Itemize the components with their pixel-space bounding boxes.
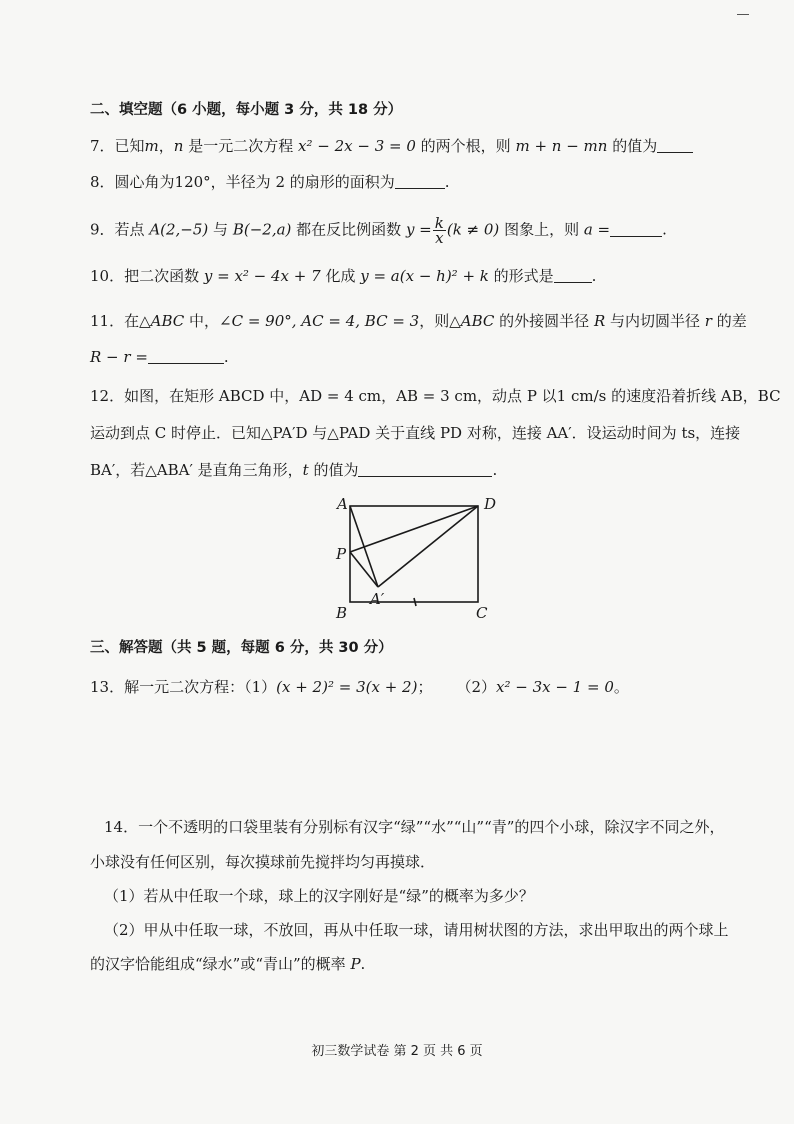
question-14-part-2: （2）甲从中任取一球，不放回，再从中任取一球，请用树状图的方法，求出甲取出的两个球上 <box>104 921 729 939</box>
q7-n: n <box>173 137 184 155</box>
q7-text-2: 的两个根，则 <box>415 137 516 155</box>
q7-sep: ， <box>158 137 174 155</box>
q11-big-r: R <box>593 312 606 330</box>
label-p: P <box>336 545 347 563</box>
q8-answer-blank[interactable] <box>395 174 445 189</box>
rectangle-abcd <box>350 506 478 602</box>
q11-text-2: 中， <box>184 312 220 330</box>
q11-end: . <box>223 348 229 366</box>
segment-pd <box>350 506 478 552</box>
q10-function-1: y = x² − 4x + 7 <box>203 267 321 285</box>
segment-pa-prime <box>350 552 378 587</box>
q9-frac-num: k <box>434 214 444 232</box>
q9-fraction <box>433 216 446 245</box>
segment-a-prime-d <box>378 506 478 587</box>
question-14-part-1: （1）若从中任取一个球，球上的汉字刚好是“绿”的概率为多少？ <box>104 887 534 905</box>
q7-m: m <box>144 137 159 155</box>
q8-text: 8．圆心角为120°，半径为 2 的扇形的面积为 <box>90 173 395 191</box>
q9-point-b: B(−2,a) <box>232 220 292 239</box>
q10-answer-blank[interactable] <box>554 268 592 283</box>
q11-abc-1: ABC <box>150 312 185 330</box>
q11-text-1: 11．在△ <box>90 312 151 330</box>
q8-end: . <box>444 173 450 191</box>
q12-t: t <box>302 461 309 479</box>
q11-condition: ∠C = 90°, AC = 4, BC = 3 <box>219 312 420 330</box>
section-3-title: 三、解答题（共 5 题，每题 6 分，共 30 分） <box>90 640 393 656</box>
question-11-line-1 <box>90 311 747 331</box>
q11-abc-2: ABC <box>460 312 495 330</box>
question-10 <box>90 266 596 286</box>
q7-text-1: 是一元二次方程 <box>183 137 299 155</box>
question-12-line-2: 运动到点 C 时停止．已知△PA′D 与△PAD 关于直线 PD 对称，连接 AA′．设运动时间为 ts，连接 <box>90 424 741 442</box>
page-footer: 初三数学试卷 第 2 页 共 6 页 <box>311 1044 483 1059</box>
label-c: C <box>476 604 488 622</box>
label-a: A <box>337 495 348 513</box>
q7-text-3: 的值为 <box>607 137 658 155</box>
question-8 <box>90 172 450 192</box>
question-14-line-5 <box>90 954 365 974</box>
q9-y: y = <box>405 220 432 239</box>
segment-aa-prime <box>350 506 378 587</box>
q11-text-5: 与内切圆半径 <box>605 312 705 330</box>
question-12-line-3 <box>90 460 497 480</box>
q13-equation-2: x² − 3x − 1 = 0 <box>496 678 614 696</box>
q11-text-3: ，则△ <box>419 312 461 330</box>
q11-difference: R − r = <box>90 348 148 366</box>
q9-text-4: 图象上，则 <box>499 220 584 239</box>
q11-text-4: 的外接圆半径 <box>494 312 594 330</box>
tick-mark <box>414 598 416 606</box>
q7-lead: 7．已知 <box>90 137 145 155</box>
question-7 <box>90 136 693 156</box>
q9-frac-den: x <box>435 229 444 247</box>
q7-answer-blank[interactable] <box>657 138 693 153</box>
q7-equation: x² − 2x − 3 = 0 <box>298 137 416 155</box>
q12-text-3b: 的值为 <box>308 461 359 479</box>
q9-text-3: 都在反比例函数 <box>291 220 406 239</box>
q12-answer-blank[interactable] <box>358 462 492 477</box>
question-12-line-1: 12．如图，在矩形 ABCD 中，AD = 4 cm，AB = 3 cm，动点 P 以1 cm/s 的速度沿着折线 AB，BC <box>90 387 781 405</box>
q10-function-2: y = a(x − h)² + k <box>360 267 489 285</box>
q9-point-a: A(2,−5) <box>149 220 209 239</box>
label-a-prime: A′ <box>370 590 385 608</box>
question-13 <box>90 677 629 697</box>
q11-text-6: 的差 <box>711 312 747 330</box>
q13-sep: ； <box>417 678 433 696</box>
q9-a: a = <box>583 220 611 239</box>
q9-answer-blank[interactable] <box>610 222 662 237</box>
question-14-line-2: 小球没有任何区别，每次摸球前先搅拌均匀再摸球． <box>90 853 436 871</box>
q12-text-3a: BA′，若△ABA′ 是直角三角形， <box>90 461 303 479</box>
q10-text-2: 化成 <box>320 267 361 285</box>
q14-p: P <box>350 955 361 973</box>
q7-expression: m + n − mn <box>515 137 608 155</box>
question-9 <box>90 216 667 245</box>
q14-text-5b: . <box>360 955 366 973</box>
q12-end: . <box>492 461 498 479</box>
rectangle-figure <box>328 492 498 624</box>
q10-text-3: 的形式是 <box>488 267 554 285</box>
section-2-title: 二、填空题（6 小题，每小题 3 分，共 18 分） <box>90 102 403 118</box>
q10-end: . <box>591 267 597 285</box>
question-11-line-2 <box>90 347 229 367</box>
question-14-line-1: 14．一个不透明的口袋里装有分别标有汉字“绿”“水”“山”“青”的四个小球，除汉字不同之外， <box>104 818 725 836</box>
q10-text-1: 10．把二次函数 <box>90 267 204 285</box>
label-d: D <box>484 495 497 513</box>
q9-end: . <box>662 220 667 239</box>
q13-end: 。 <box>613 678 629 696</box>
corner-mark <box>737 14 749 15</box>
q13-equation-1: (x + 2)² = 3(x + 2) <box>276 678 418 696</box>
q9-condition: (k ≠ 0) <box>446 220 500 239</box>
q13-text-2: （2） <box>456 678 496 696</box>
q9-text-2: 与 <box>208 220 233 239</box>
q14-text-5a: 的汉字恰能组成“绿水”或“青山”的概率 <box>90 955 351 973</box>
q13-text-1: 13．解一元二次方程：（1） <box>90 678 277 696</box>
q9-text-1: 9．若点 <box>90 220 150 239</box>
label-b: B <box>336 604 348 622</box>
q11-answer-blank[interactable] <box>148 349 224 364</box>
q11-small-r: r <box>704 312 712 330</box>
